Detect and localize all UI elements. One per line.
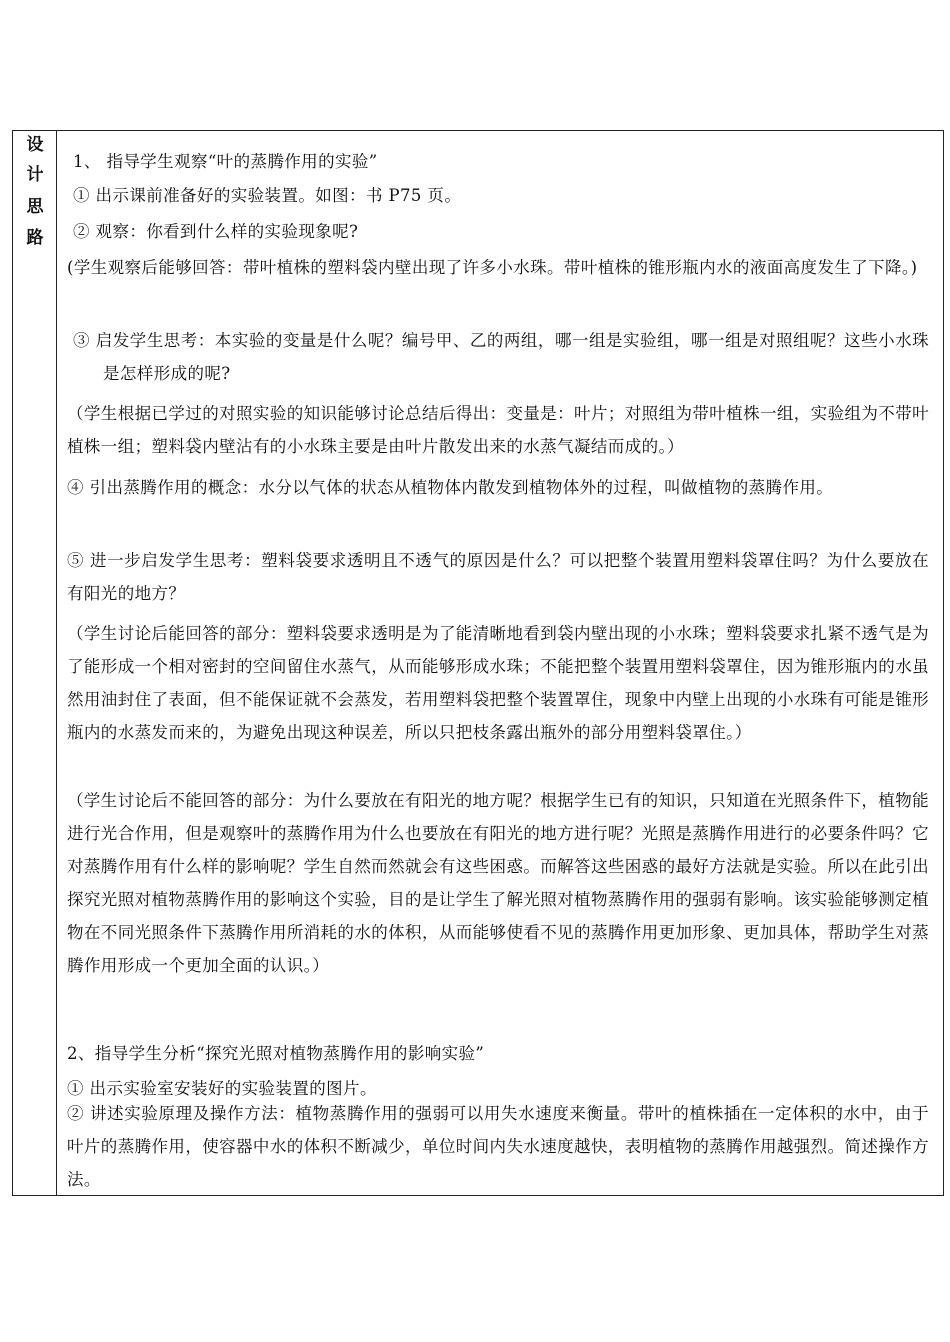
- row-label-char: 计: [26, 165, 44, 185]
- section1-answer4: （学生讨论后不能回答的部分：为什么要放在有阳光的地方呢？根据学生已有的知识，只知道在光照条件下，植物能进行光合作用，但是观察叶的蒸腾作用为什么也要放在有阳光的地方进行呢？光照是蒸腾作用进行的必要条件吗？它对蒸腾作用有什么样的影响呢？学生自然而然就会有这些困惑。而解答这些困惑的最好方法就是实验。所以在此引出探究光照对植物蒸腾作用的影响这个实验，目的是让学生了解光照对植物蒸腾作用的强弱有影响。该实验能够测定植物在不同光照条件下蒸腾作用所消耗的水的体积，从而能够使看不见的蒸腾作用更加形象、更加具体，帮助学生对蒸腾作用形成一个更加全面的认识。）: [67, 791, 929, 975]
- section1-step4: ④ 引出蒸腾作用的概念：水分以气体的状态从植物体内散发到植物体外的过程，叫做植物的蒸腾作用。: [67, 478, 834, 497]
- section1-answer1: (学生观察后能够回答：带叶植株的塑料袋内壁出现了许多小水珠。带叶植株的锥形瓶内水的液面高度发生了下降。): [67, 258, 918, 277]
- section2-step2: ② 讲述实验原理及操作方法：植物蒸腾作用的强弱可以用失水速度来衡量。带叶的植株插在一定体积的水中，由于叶片的蒸腾作用，使容器中水的体积不断减少，单位时间内失水速度越快，表明植物的蒸腾作用越强烈。简述操作方法。: [67, 1104, 929, 1189]
- content-cell: [57, 131, 943, 1195]
- section1-step5: ⑤ 进一步启发学生思考：塑料袋要求透明且不透气的原因是什么？可以把整个装置用塑料袋罩住吗？为什么要放在有阳光的地方？: [67, 551, 929, 603]
- section1-answer3: （学生讨论后能回答的部分：塑料袋要求透明是为了能清晰地看到袋内壁出现的小水珠；塑料袋要求扎紧不透气是为了能形成一个相对密封的空间留住水蒸气，从而能够形成水珠；不能把整个装置用塑料袋罩住，因为锥形瓶内的水虽然用油封住了表面，但不能保证就不会蒸发，若用塑料袋把整个装置罩住，现象中内壁上出现的小水珠有可能是锥形瓶内的水蒸发而来的，为避免出现这种误差，所以只把枝条露出瓶外的部分用塑料袋罩住。）: [67, 624, 929, 742]
- design-thinking-table: [12, 130, 944, 1196]
- section1-step2: ② 观察：你看到什么样的实验现象呢?: [73, 222, 359, 241]
- section2-step1: ① 出示实验室安装好的实验装置的图片。: [67, 1079, 377, 1098]
- section1-heading: 1、 指导学生观察“叶的蒸腾作用的实验”: [73, 152, 378, 171]
- section1-answer2: （学生根据已学过的对照实验的知识能够讨论总结后得出：变量是：叶片；对照组为带叶植株一组，实验组为不带叶植株一组；塑料袋内壁沾有的小水珠主要是由叶片散发出来的水蒸气凝结而成的。）: [67, 404, 929, 456]
- row-label-char: 设: [26, 135, 44, 155]
- section1-step1: ① 出示课前准备好的实验装置。如图：书 P75 页。: [73, 186, 462, 205]
- row-label-char: 思: [26, 197, 44, 217]
- section1-step3: ③ 启发学生思考：本实验的变量是什么呢？编号甲、乙的两组，哪一组是实验组，哪一组是对照组呢？这些小水珠是怎样形成的呢?: [73, 331, 929, 383]
- row-label-char: 路: [26, 228, 44, 248]
- row-label-cell: [13, 131, 57, 1195]
- section2-heading: 2、指导学生分析“探究光照对植物蒸腾作用的影响实验”: [67, 1044, 485, 1063]
